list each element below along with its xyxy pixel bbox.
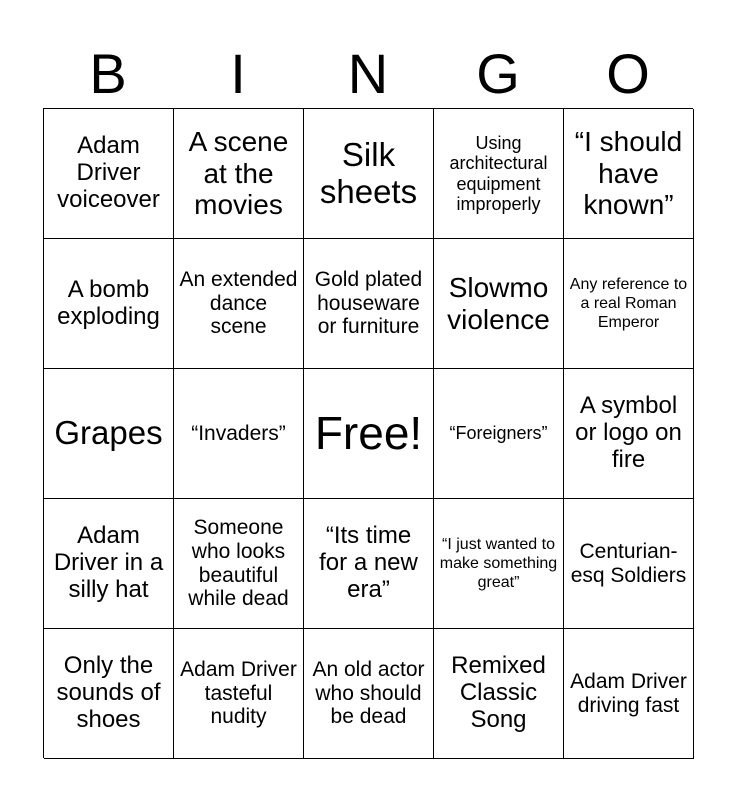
cell-text: Adam Driver tasteful nudity [180,658,297,729]
header-letter-i: I [230,42,246,105]
header-letter-b: B [89,42,127,105]
cell-text: Adam Driver driving fast [570,669,687,717]
cell-text: Adam Driver voiceover [57,132,160,213]
free-space-cell[interactable] [304,369,434,499]
cell-text: “Foreigners” [449,423,548,444]
cell-text: Free! [314,406,423,459]
bingo-cell[interactable] [174,499,304,629]
cell-text: Gold plated houseware or furniture [314,268,423,339]
cell-text: Any reference to a real Roman Emperor [569,275,688,332]
cell-text: Centurian-esq Soldiers [570,539,687,587]
bingo-cell[interactable] [434,239,564,369]
bingo-cell[interactable] [434,109,564,239]
bingo-cell[interactable] [174,369,304,499]
cell-text: An old actor who should be dead [312,658,425,729]
cell-text: Grapes [54,414,163,452]
header-letter-o: O [606,42,650,105]
bingo-header [43,40,693,108]
bingo-cell[interactable] [44,499,174,629]
bingo-cell[interactable] [44,369,174,499]
bingo-cell[interactable] [434,369,564,499]
cell-text: Silk sheets [319,135,418,210]
cell-text: Only the sounds of shoes [56,652,161,733]
cell-text: A symbol or logo on fire [575,392,682,473]
bingo-cell[interactable] [564,499,694,629]
bingo-cell[interactable] [174,109,304,239]
cell-text: A bomb exploding [57,275,160,330]
cell-text: A scene at the movies [188,126,289,221]
bingo-cell[interactable] [44,109,174,239]
bingo-cell[interactable] [564,239,694,369]
bingo-cell[interactable] [174,239,304,369]
header-letter-g: G [476,42,520,105]
bingo-cell[interactable] [304,629,434,759]
cell-text: “Its time for a new era” [319,522,418,603]
cell-text: “Invaders” [191,421,286,445]
bingo-cell[interactable] [44,629,174,759]
bingo-cell[interactable] [564,369,694,499]
bingo-cell[interactable] [44,239,174,369]
cell-text: “I just wanted to make something great” [439,535,558,592]
bingo-cell[interactable] [434,499,564,629]
cell-text: Adam Driver in a silly hat [53,522,164,603]
bingo-cell[interactable] [304,499,434,629]
bingo-cell[interactable] [304,109,434,239]
cell-text: Remixed Classic Song [451,652,546,733]
bingo-cell[interactable] [174,629,304,759]
cell-text: An extended dance scene [179,268,298,339]
header-letter-n: N [347,42,389,105]
bingo-cell[interactable] [564,109,694,239]
bingo-cell[interactable] [564,629,694,759]
bingo-cell[interactable] [434,629,564,759]
cell-text: Someone who looks beautiful while dead [188,516,289,611]
cell-text: Using architectural equipment improperly [449,133,548,214]
bingo-grid [43,108,693,758]
cell-text: “I should have known” [574,126,683,221]
cell-text: Slowmo violence [447,272,550,335]
bingo-cell[interactable] [304,239,434,369]
